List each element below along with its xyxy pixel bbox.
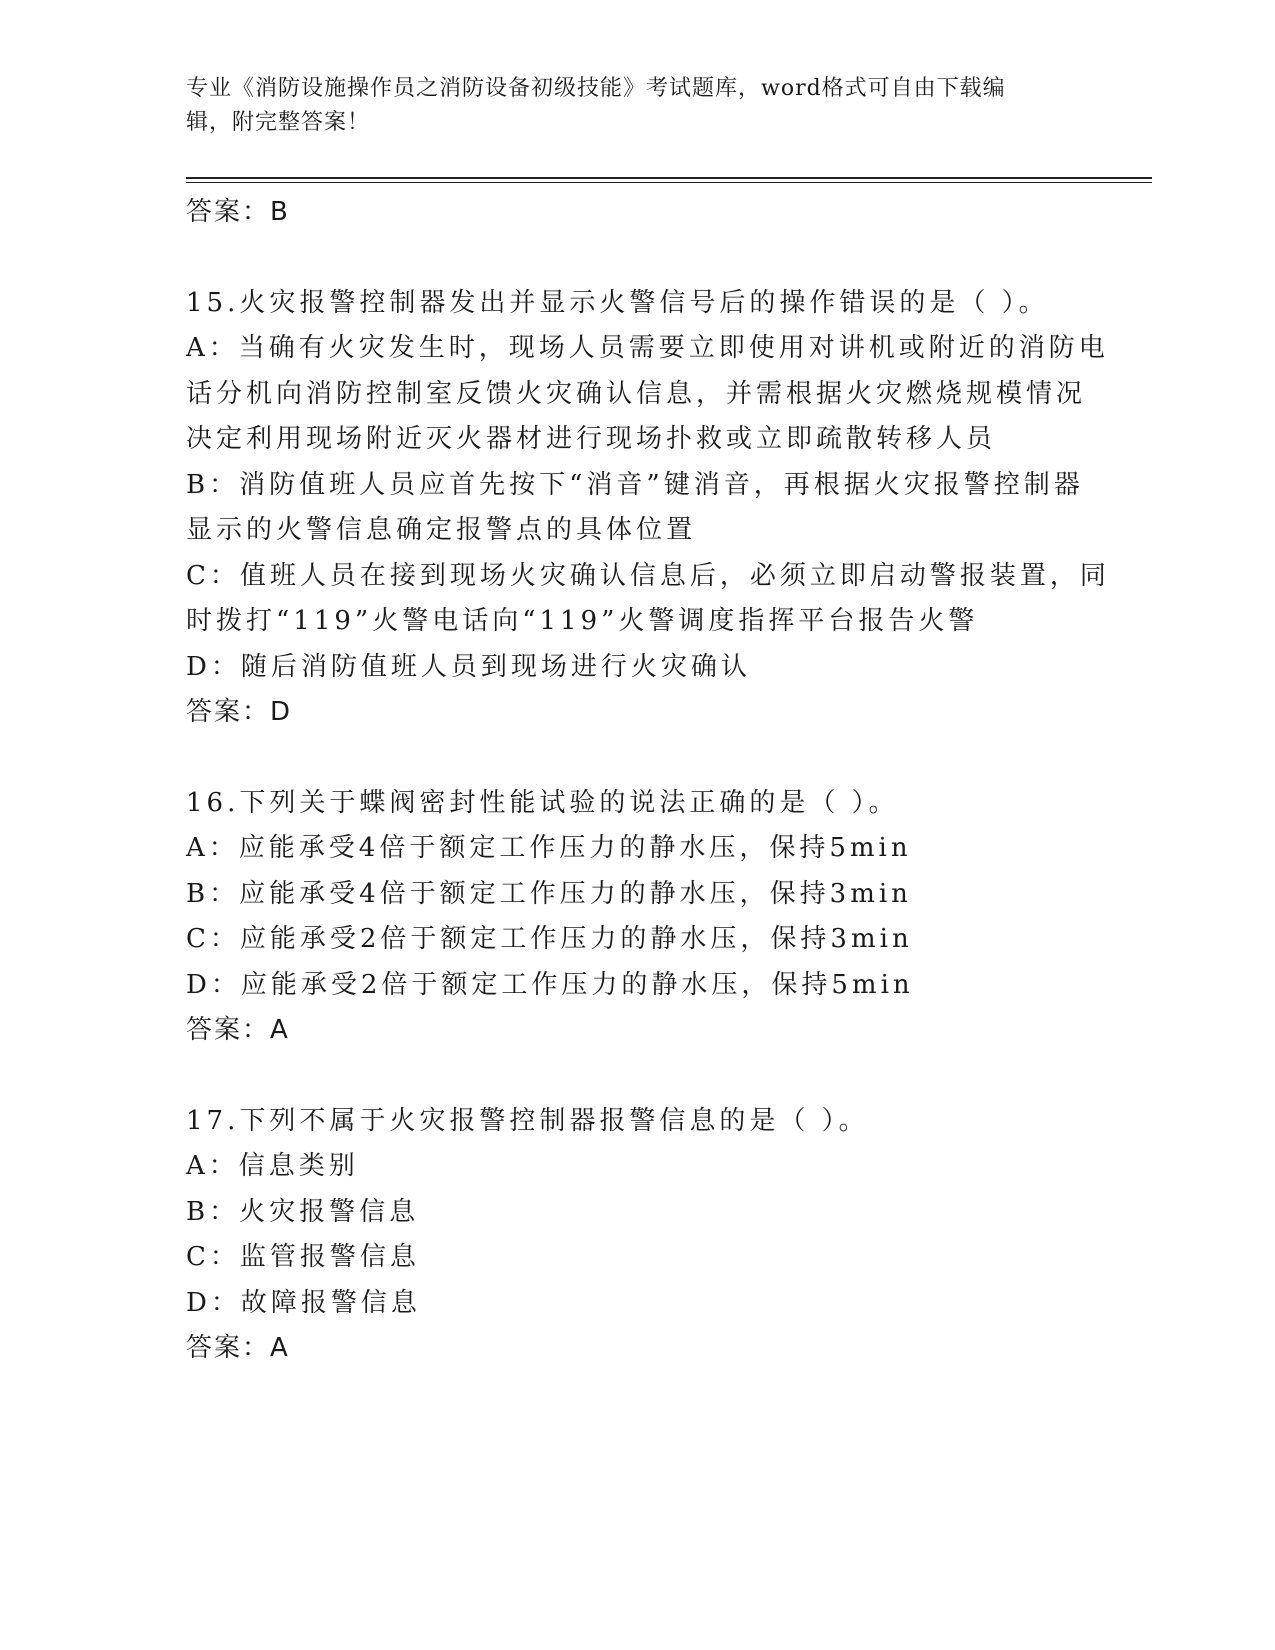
option-b: B：应能承受4倍于额定工作压力的静水压，保持3min [186,878,912,909]
option-a-line-2: 话分机向消防控制室反馈火灾确认信息，并需根据火灾燃烧规模情况 [186,378,1087,409]
option-a: A：信息类别 [186,1151,359,1181]
option-b: B：火灾报警信息 [186,1196,420,1227]
spacer [186,236,1086,281]
header-line-2: 辑，附完整答案！ [186,110,371,135]
option-c-line-1: C：值班人员在接到现场火灾确认信息后，必须立即启动警报装置，同 [186,560,1110,591]
answer-q15: 答案：D [186,697,293,727]
option-b-line-1: B：消防值班人员应首先按下“消音”键消音，再根据火灾报警控制器 [186,469,1084,500]
question-15 [186,281,1110,736]
option-d: D：应能承受2倍于额定工作压力的静水压，保持5min [186,969,914,1000]
answer-q17: 答案：A [186,1333,290,1363]
question-16 [186,781,1086,1054]
header-divider-thick [186,177,1152,179]
option-c: C：应能承受2倍于额定工作压力的静水压，保持3min [186,924,913,954]
option-a-line-3: 决定利用现场附近灭火器材进行现场扑救或立即疏散转移人员 [186,424,997,454]
question-text: 17.下列不属于火灾报警控制器报警信息的是（ ）。 [186,1105,869,1136]
option-d: D：随后消防值班人员到现场进行火灾确认 [186,651,751,682]
document-header [186,72,1076,140]
question-list [186,190,1110,1372]
spacer [186,736,1086,781]
header-divider-thin [186,182,1152,183]
option-d: D：故障报警信息 [186,1287,421,1318]
answer-q16: 答案：A [186,1015,290,1045]
option-c-line-2: 时拨打“119”火警电话向“119”火警调度指挥平台报告火警 [186,606,979,636]
question-text: 15.火灾报警控制器发出并显示火警信号后的操作错误的是（ ）。 [186,287,1049,318]
option-c: C：监管报警信息 [186,1242,420,1272]
option-a: A：应能承受4倍于额定工作压力的静水压，保持5min [186,833,912,863]
option-b-line-2: 显示的火警信息确定报警点的具体位置 [186,515,697,545]
answer-q14: 答案：B [186,197,290,227]
header-line-1: 专业《消防设施操作员之消防设备初级技能》考试题库，word格式可自由下载编 [186,76,1006,101]
question-17 [186,1099,1086,1372]
question-text: 16.下列关于蝶阀密封性能试验的说法正确的是（ ）。 [186,787,899,818]
spacer [186,1054,1086,1099]
option-a-line-1: A：当确有火灾发生时，现场人员需要立即使用对讲机或附近的消防电 [186,333,1109,363]
